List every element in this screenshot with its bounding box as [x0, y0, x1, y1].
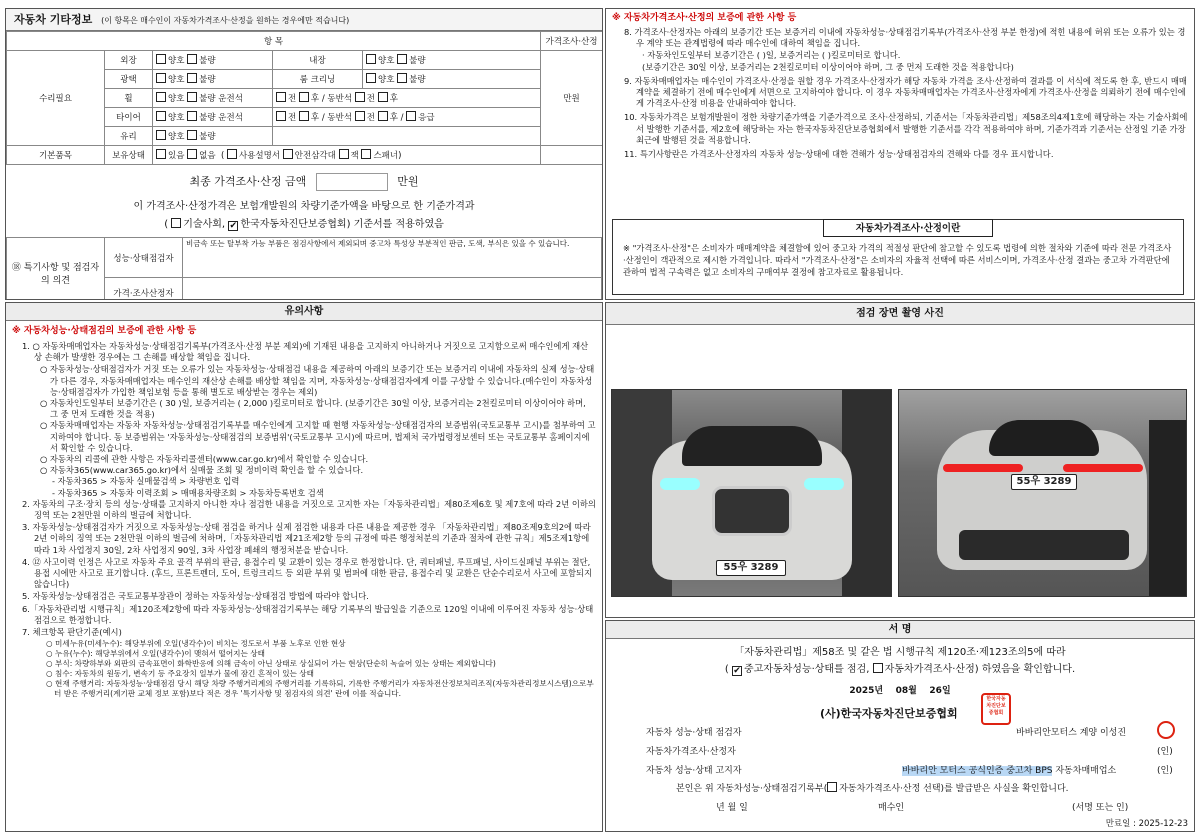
guarantee-item-8-sub2: (보증기간은 30일 이상, 보증거리는 2천킬로미터 이상이어야 하며, 그 중 먼저 도래한 것을 적용합니다) — [642, 61, 1014, 72]
note-item-7-sub: ○ 미세누유(미세누수): 해당부위에 오일(냉각수)이 비치는 정도로서 부품 노후로 인한 현상 — [46, 639, 346, 649]
seal-mark: (인) — [1157, 766, 1173, 776]
guarantee-item-8: 8. 가격조사·산정자는 아래의 보증기간 또는 보증거리 이내에 자동차성능·상태점검기록부(가격조사·산정 부분 한정)에 적힌 내용에 허위 또는 오류가 있는 경우 계약 또는 관계법령에 따라 매수인에 대하여 책임을 집니다. — [624, 27, 1186, 49]
checkbox[interactable] — [187, 73, 197, 83]
checkbox[interactable] — [378, 92, 388, 102]
guarantee-header: ※ 자동차가격조사·산정의 보증에 관한 사항 등 — [612, 13, 797, 23]
checkbox[interactable] — [397, 73, 407, 83]
price-inspector-text — [183, 278, 602, 301]
price-inspector-label: 자동차가격조사·산정자 — [646, 747, 736, 757]
signature-opt1: 중고자동차성능·상태를 점검, — [743, 664, 870, 675]
checkbox[interactable] — [406, 111, 416, 121]
rear-license-plate: 55우 3289 — [1011, 474, 1077, 490]
signature-opt2: 자동차가격조사·산정) 하였음을 확인합니다. — [884, 664, 1076, 675]
note-item-1-sub: ○ 자동차성능·상태점검자가 거짓 또는 오류가 있는 자동차성능·상태점검 내용을 제공하여 아래의 보증기간 또는 보증거리 이내에 자동차의 실제 성능·상태가 다른 경우, 자동차매매업자는 매수인의 재산상 손해를 배상할 책임을 지며, 자동차성능·상태점검자에게 이를 구상할 수 있습니다.(매수인이 자동차성능·상태점검자가 가입한 책임보험 등을 통해 별도로 배상받는 경우는 제외) — [40, 364, 595, 397]
signature-line1: 「자동차관리법」제58조 및 같은 법 시행규칙 제120조·제123조의5에 따라 — [734, 647, 1066, 658]
note-item-1-sub: ○ 자동차매매업자는 자동차 자동차성능·상태점검기록부를 매수인에게 고지할 때 현행 자동차성능·상태점검자의 보증범위(국토교통부 고시)를 첨부하여 고지하여야 합니다. 동 보증범위는 '자동차성능·상태점검의 보증범위'(국토교통부 고시)에 따르며, 법제처 국가법령정보센터 또는 국토교통부 홈페이지에서 확인할 수 있습니다. — [40, 420, 596, 453]
note-item-1-sub: ○ 자동차365(www.car365.go.kr)에서 실매물 조회 및 정비이력 확인을 할 수 있습니다. — [40, 465, 364, 476]
col-price-header: 가격조사·산정 — [541, 32, 603, 51]
note-item-1-sub: - 자동차365 > 자동차 실매물검색 > 차량번호 입력 — [52, 476, 240, 487]
checkbox[interactable] — [156, 149, 166, 159]
guarantee-item-10: 10. 자동차가격은 보험개발원이 정한 차량기준가액을 기준가격으로 조사·산정하되, 기준서는「자동차관리법」제58조의4제1호에 해당하는 자는 기술사회에서 발행한 기준서를, 제2호에 해당하는 자는 한국자동차진단보증협회에서 발행한 기준서를 각각 적용하여야 하며, 기준가격과 기준서는 산정일 기준 가장 최근에 발행된 것을 적용합니다. — [624, 112, 1188, 145]
note-item-7-sub: ○ 현재 주행거리: 자동차성능·상태점검 당시 해당 차량 주행거리계의 주행거리를 기록하되, 기록한 주행거리가 자동차전산정보처리조직(자동차관리정보시스템)으로부터 받은 주행거리(계기판 교체 정보 포함)보다 적은 경우 '특기사항 및 점검자의 의견' 란에 이를 적습니다. — [46, 679, 594, 699]
checkbox[interactable] — [339, 149, 349, 159]
checkbox[interactable] — [187, 111, 197, 121]
basis-opt2: 한국자동차진단보증협회 — [240, 219, 347, 230]
note-item-2: 2. 자동차의 구조·장치 등의 성능·상태를 고지하지 아니한 자나 점검한 내용을 거짓으로 고지한 자는「자동차관리법」제80조제6호 및 제7호에 따라 2년 이하의 징역 또는 2천만원 이하의 벌금에 처합니다. — [22, 498, 596, 521]
buyer-label: 매수인 — [878, 803, 905, 813]
guarantee-item-8-sub1: · 자동차인도일부터 보증기간은 ( )일, 보증거리는 ( )킬로미터로 합니다. — [642, 50, 901, 61]
checkbox[interactable] — [355, 111, 365, 121]
note-item-1-sub: - 자동차365 > 자동차 이력조회 > 매매용차량조회 > 자동차등록번호 검색 — [52, 487, 324, 498]
receipt-option: 자동차가격조사·산정 선택)를 발급받은 사실을 확인합니다. — [839, 784, 1069, 794]
price-guarantee-panel — [605, 8, 1195, 300]
note-item-4: 4. ⑫ 사고이력 인정은 사고로 자동차 주요 골격 부위의 판금, 용접수리 및 교환이 있는 경우로 한정합니다. 단, 쿼터패널, 루프패널, 사이드실패널 부위는 절단, 용접 시에만 사고로 표기합니다. (후드, 프론트펜더, 도어, 트렁크리드 등 외판 부위 및 범퍼에 대한 판금, 용접수리 및 교환은 단순수리로서 사고에 포함되지 않습니다) — [22, 556, 593, 590]
row-label-glass: 유리 — [105, 127, 153, 146]
sign-day: 26 — [929, 686, 942, 696]
note-item-1-sub: ○ 자동차의 리콜에 관한 사항은 자동차리콜센터(www.car.go.kr)에서 확인할 수 있습니다. — [40, 454, 369, 465]
checkbox[interactable] — [187, 130, 197, 140]
guarantee-item-11: 11. 특기사항란은 가격조사·산정자의 자동차 성능·상태에 대한 견해가 성능·상태점검자의 견해와 다를 경우 표시합니다. — [624, 149, 1054, 160]
checkbox[interactable] — [156, 73, 166, 83]
checkbox[interactable] — [276, 92, 286, 102]
note-item-7: 7. 체크항목 판단기준(예시) — [22, 627, 122, 638]
row-label-interior: 내장 — [273, 51, 363, 70]
checkbox[interactable] — [299, 111, 309, 121]
checkbox[interactable] — [156, 130, 166, 140]
price-definition-box — [612, 219, 1184, 295]
checkbox[interactable] — [355, 92, 365, 102]
price-definition-text: ※ "가격조사·산정"은 소비자가 매매계약을 체결함에 있어 중고차 가격의 적절성 판단에 참고할 수 있도록 법령에 의한 절차와 기준에 따라 전문 가격조사·산정인이 객관적으로 제시한 가격입니다. 따라서 "가격조사·산정"은 소비자의 자율적 선택에 따른 서비스이며, 가격조사·산정 결과는 중고차 가격판단에 관하여 법적 구속력은 없고 소비자의 구매여부 결정에 참고자료로 활용됩니다. — [623, 243, 1172, 277]
sign-year: 2025 — [849, 686, 875, 696]
checkbox[interactable] — [827, 782, 837, 792]
checkbox-checked[interactable]: ✔ — [229, 221, 238, 231]
special-notes-table — [6, 237, 602, 300]
possession-label: 보유상태 — [105, 146, 153, 165]
basis-tail: ) 기준서를 적용하였음 — [346, 219, 444, 230]
checkbox[interactable] — [171, 218, 181, 228]
perf-inspector-label: 성능·상태점검자 — [105, 238, 183, 278]
final-price-input[interactable] — [316, 173, 388, 191]
checkbox[interactable] — [378, 111, 388, 121]
receipt-text: 본인은 위 자동차성능·상태점검기록부( — [676, 784, 828, 794]
note-item-7-sub: ○ 누유(누수): 해당부위에서 오일(냉각수)이 맺혀서 떨어지는 상태 — [46, 649, 265, 659]
note-item-5: 5. 자동차성능·상태점검은 국토교통부장관이 정하는 자동차성능·상태점검 방법에 따라야 합니다. — [22, 591, 369, 602]
note-item-7-sub: ○ 부식: 차량하부와 외판의 금속표면이 화학반응에 의해 금속이 아닌 상태로 상실되어 가는 현상(단순히 녹슬어 있는 상태는 제외합니다) — [46, 659, 496, 669]
section-note: (이 항목은 매수인이 자동차가격조사·산정을 원하는 경우에만 적습니다) — [101, 16, 350, 25]
basis-line1: 이 가격조사·산정가격은 보험개발원의 차량기준가액을 바탕으로 한 기준가격과 — [133, 201, 475, 212]
rear-car-photo — [898, 389, 1187, 597]
org-seal-stamp: 한국자동차진단보증협회 — [981, 693, 1011, 725]
checkbox[interactable] — [187, 92, 197, 102]
notes-header: 유의사항 — [6, 303, 602, 321]
row-label-exterior: 외장 — [105, 51, 153, 70]
checkbox[interactable] — [299, 92, 309, 102]
price-definition-title: 자동차가격조사·산정이란 — [823, 219, 993, 237]
checkbox[interactable] — [366, 73, 376, 83]
inspector-name: 바바리안모터스 계양 이성진 — [1016, 728, 1127, 738]
special-label: 특기사항 및 점검자의 의견 — [23, 262, 100, 286]
final-price-label: 최종 가격조사·산정 금액 — [189, 175, 307, 188]
col-item-header: 항 목 — [7, 32, 541, 51]
checkbox[interactable] — [187, 54, 197, 64]
row-label-gloss: 광택 — [105, 70, 153, 89]
basis-opt1: 기술사회, — [183, 219, 226, 230]
front-license-plate: 55우 3289 — [716, 560, 786, 576]
special-num: ⑱ — [11, 262, 21, 273]
checkbox[interactable] — [156, 54, 166, 64]
checkbox[interactable] — [397, 54, 407, 64]
seal-mark: (인) — [1157, 747, 1173, 757]
checkbox[interactable] — [283, 149, 293, 159]
notifier-name: 바바리안 모터스 공식인증 중고차 BPS — [902, 766, 1053, 776]
checkbox[interactable] — [227, 149, 237, 159]
signature-panel: 서 명 「자동차관리법」제58조 및 같은 법 시행규칙 제120조·제123조의5에 따라 ( ✔ 중고자동차성능·상태를 점검, 자동차가격조사·산정) 하였음을 확인합니다. 2025년 08월 26일 (사)한국자동차진단보증협회 한국자동차진단보증협회 자동차 성능·상태 점검자 바바리안모터스 계양 이성진 자동차가격조사·산정자 (인) 자동차 성능·상태 고지자 바바리안 모터스 공식인증 중고차 BPS 자동차매매업소 (인) 본인은 위 자동차성능·상태점검기록부( 자동차가격조사·산정 선택)를 발급받은 사실을 확인합니다. 년 월 일 매수인 (서명 또는 인) 만료일 : 2025-12-23 — [605, 620, 1195, 832]
notes-panel — [5, 302, 603, 832]
photos-panel — [605, 302, 1195, 618]
buyer-seal: (서명 또는 인) — [1072, 803, 1129, 813]
row-label-tire: 타이어 — [105, 108, 153, 127]
checkbox[interactable] — [187, 149, 197, 159]
section-title: 자동차 기타정보 — [14, 13, 93, 26]
inspector-seal — [1157, 721, 1175, 739]
checkbox[interactable] — [873, 663, 883, 673]
perf-inspector-text: 비금속 또는 탈부착 가능 부품은 점검사항에서 제외되며 중고차 특성상 부분적인 판금, 도색, 부식은 있을 수 있습니다. — [183, 238, 602, 278]
checkbox[interactable] — [361, 149, 371, 159]
final-price-unit: 만원 — [397, 175, 419, 188]
row-label-room-cleaning: 룸 크리닝 — [273, 70, 363, 89]
price-inspector-label: 가격·조사산정자 — [105, 278, 183, 301]
basic-items-label: 기본품목 — [7, 146, 105, 165]
note-item-1-sub: ○ 자동차인도일부터 보증기간은 ( 30 )일, 보증거리는 ( 2,000 )킬로미터로 합니다. (보증기간은 30일 이상, 보증거리는 2천킬로미터 이상이어야 하며, 그 중 먼저 도래한 것을 적용) — [40, 398, 586, 420]
notifier-label: 자동차 성능·상태 고지자 — [646, 766, 742, 776]
inspector-label: 자동차 성능·상태 점검자 — [646, 728, 742, 738]
receipt-date: 년 월 일 — [716, 803, 748, 813]
repair-table: 항 목 가격조사·산정 수리필요 외장 양호 불량 내장 양호 불량 만원 광택 양호 불량 룸 크리닝 양호 불량 휠 양호 불량 운전석 전 후 / 동반석 전 후 타이어 양호 불량 운전석 전 후 / 동반석 전 후 / 응급 유리 양호 불량 기본품목 보유상태 있음 없음 ( 사용설명서 안전삼각대 잭 스패너) — [6, 31, 603, 165]
expiry-date: 만료일 : 2025-12-23 — [1105, 819, 1188, 829]
notes-sub-header: ※ 자동차성능·상태점검의 보증에 관한 사항 등 — [12, 326, 197, 336]
note-item-7-sub: ○ 침수: 자동차의 원동기, 변속기 등 주요장치 일부가 물에 잠긴 흔적이 있는 상태 — [46, 669, 314, 679]
photos-header: 점검 장면 촬영 사진 — [606, 303, 1194, 325]
checkbox[interactable] — [366, 54, 376, 64]
notifier-role: 자동차매매업소 — [1055, 766, 1117, 776]
price-unit: 만원 — [541, 51, 603, 146]
repair-label: 수리필요 — [7, 51, 105, 146]
checkbox[interactable] — [156, 111, 166, 121]
row-label-wheel: 휠 — [105, 89, 153, 108]
checkbox[interactable] — [156, 92, 166, 102]
checkbox-checked[interactable]: ✔ — [733, 666, 741, 676]
signature-header: 서 명 — [606, 621, 1194, 639]
note-item-6: 6.「자동차관리법 시행규칙」제120조제2항에 따라 자동차성능·상태점검기록부는 해당 기록부의 발급일을 기준으로 120일 이내에 이루어진 자동차 성능·상태점검으로 한정합니다. — [22, 603, 594, 625]
guarantee-item-9: 9. 자동차매매업자는 매수인이 가격조사·산정을 원할 경우 가격조사·산정자가 해당 자동차 가격을 조사·산정하여 결과를 이 서식에 적도록 한 후, 반드시 매매계약을 체결하기 전에 매수인에게 서면으로 고지하여야 합니다. 이 경우 자동차매매업자는 가격조사·산정자에게 가격조사·산정을 의뢰하기 전에 매수인에게 가격조사·산정 비용을 안내하여야 합니다. — [624, 75, 1187, 109]
note-item-3: 3. 자동차성능·상태점검자가 거짓으로 자동차성능·상태 점검을 하거나 실제 점검한 내용과 다른 내용을 제공한 경우 「자동차관리법」제80조제9호의2에 따라 2년 이하의 징역 또는 2천만원 이하의 벌금에 처하며,「자동차관리법 제21조제2항 등의 규정에 따른 행정처분의 기준과 절차에 관한 규칙」제5조제1항에 따라 1차 사업정지 30일, 2차 사업정지 90일, 3차 사업장 폐쇄의 행정처분을 받습니다. — [22, 522, 591, 555]
vehicle-other-info-panel: 자동차 기타정보 (이 항목은 매수인이 자동차가격조사·산정을 원하는 경우에만 적습니다) 항 목 가격조사·산정 수리필요 외장 양호 불량 내장 양호 불량 만원 광택 양호 불량 룸 크리닝 양호 불량 휠 양호 불량 운전석 전 후 / 동반석 전 후 타이어 양호 불량 운전석 전 후 / 동반석 전 후 / 응급 유리 양호 불량 기본품목 보유상태 있음 없음 ( 사용설명서 안전삼각대 잭 스패너) 최종 가격조사·산정 금액 만원 이 가격조사·산정가격은 보험개발원의 차량기준가액을 바탕으로 한 기준가격과 ( 기술사회, ✔ 한국자동차진단보증협회) 기준서를 적용하였음 ⑱ 특기사항 및 점검자의 의견 성능·상태점검자 비금속 또는 탈부착 가능 부품은 점검사항에서 제외되며 중고차 특성상 부분적인 판금, 도색, 부식은 있을 수 있습니다. 가격·조사산정자 — [5, 8, 603, 300]
sign-month: 08 — [895, 686, 909, 696]
checkbox[interactable] — [276, 111, 286, 121]
signature-org: (사)한국자동차진단보증협회 — [820, 707, 958, 720]
note-item-1: 1. ○ 자동차매매업자는 자동차성능·상태점검기록부(가격조사·산정 부분 제외)에 기재된 내용을 고지하지 아니하거나 거짓으로 고지함으로써 매수인에게 재산상 손해가 발생한 경우에는 그 손해를 배상할 책임을 집니다. — [22, 341, 589, 363]
front-car-photo — [611, 389, 892, 597]
